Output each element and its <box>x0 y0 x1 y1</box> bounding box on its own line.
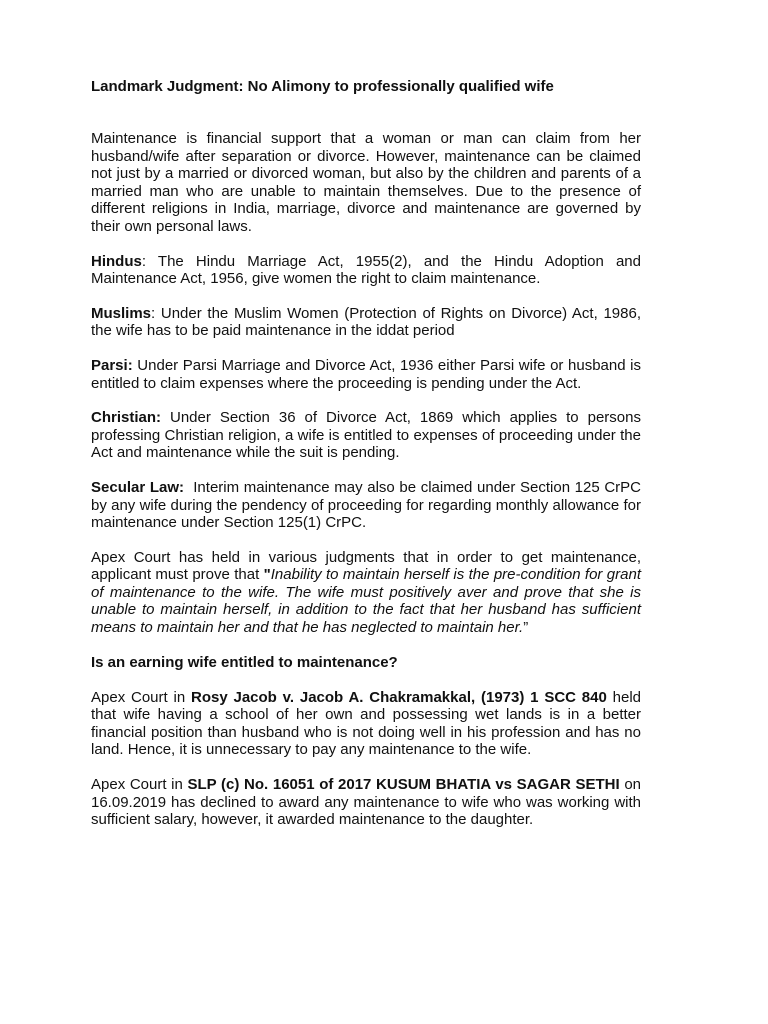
intro-paragraph: Maintenance is financial support that a woman or man can claim from her husband/wife after separation or divorce. However, maintenance can be claimed not just by a married or divorced woman, but also by the children and parents of a married man who are unable to maintain themselves. Due to the presence of different religions in India, marriage, divorce and maintenance are governed by their own personal laws. <box>91 130 641 235</box>
document-page <box>91 78 646 846</box>
hindus-label: Hindus <box>91 252 142 270</box>
rosy-jacob-paragraph <box>91 689 641 759</box>
secular-law-paragraph <box>91 478 646 532</box>
apex-quote-text: Inability to maintain herself is the pre-condition for grant of maintenance to the wife. The wife must positively aver and prove that she is unable to maintain herself, in addition to the fact that her husband has sufficient means to maintain her and that he has neglected to maintain her. <box>91 566 641 637</box>
question-heading: Is an earning wife entitled to maintenance? <box>91 653 398 671</box>
kusum-case-citation: SLP (c) No. 16051 of 2017 KUSUM BHATIA vs SAGAR SETHI <box>187 776 620 794</box>
parsi-paragraph <box>91 357 641 392</box>
rosy-lead-text: Apex Court in <box>91 688 191 706</box>
quote-close-mark: ” <box>523 619 529 637</box>
hindus-text: : The Hindu Marriage Act, 1955(2), and the Hindu Adoption and Maintenance Act, 1956, give women the right to claim maintenance. <box>91 252 641 288</box>
christian-label: Christian: <box>91 409 162 427</box>
document-title: Landmark Judgment: No Alimony to professionally qualified wife <box>91 78 554 95</box>
secular-law-label: Secular Law: <box>91 478 184 496</box>
kusum-bhatia-paragraph <box>91 776 641 829</box>
hindus-paragraph <box>91 253 641 288</box>
christian-paragraph <box>91 409 641 462</box>
muslims-text: : Under the Muslim Women (Protection of Rights on Divorce) Act, 1986, the wife has to be paid maintenance in the iddat period <box>91 304 641 340</box>
muslims-paragraph <box>91 305 641 340</box>
rosy-body-text: held that wife having a school of her own and possessing wet lands is in a better financial position than husband who is not doing well in his profession and has no land. Hence, it is unnecessary to pay any maintenance to the wife. <box>91 688 642 759</box>
christian-text: Under Section 36 of Divorce Act, 1869 which applies to persons professing Christian religion, a wife is entitled to expenses of proceeding under the Act and maintenance while the suit is pending. <box>91 409 641 462</box>
parsi-label: Parsi: <box>91 356 133 374</box>
kusum-body-text: on 16.09.2019 has declined to award any maintenance to wife who was working with sufficient salary, however, it awarded maintenance to the daughter. <box>91 776 642 829</box>
apex-lead-text: Apex Court has held in various judgments that in order to get maintenance, applicant must prove that <box>91 548 641 584</box>
muslims-label: Muslims <box>91 304 152 322</box>
secular-law-text: Interim maintenance may also be claimed under Section 125 CrPC by any wife during the pendency of proceeding for regarding monthly allowance for maintenance under Section 125(1) CrPC. <box>91 478 646 532</box>
rosy-case-citation: Rosy Jacob v. Jacob A. Chakramakkal, (1973) 1 SCC 840 <box>190 688 607 706</box>
apex-court-paragraph <box>91 549 641 637</box>
quote-open-mark: " <box>263 566 271 584</box>
parsi-text: Under Parsi Marriage and Divorce Act, 1936 either Parsi wife or husband is entitled to claim expenses where the proceeding is pending under the Act. <box>91 356 641 392</box>
kusum-lead-text: Apex Court in <box>91 776 188 794</box>
